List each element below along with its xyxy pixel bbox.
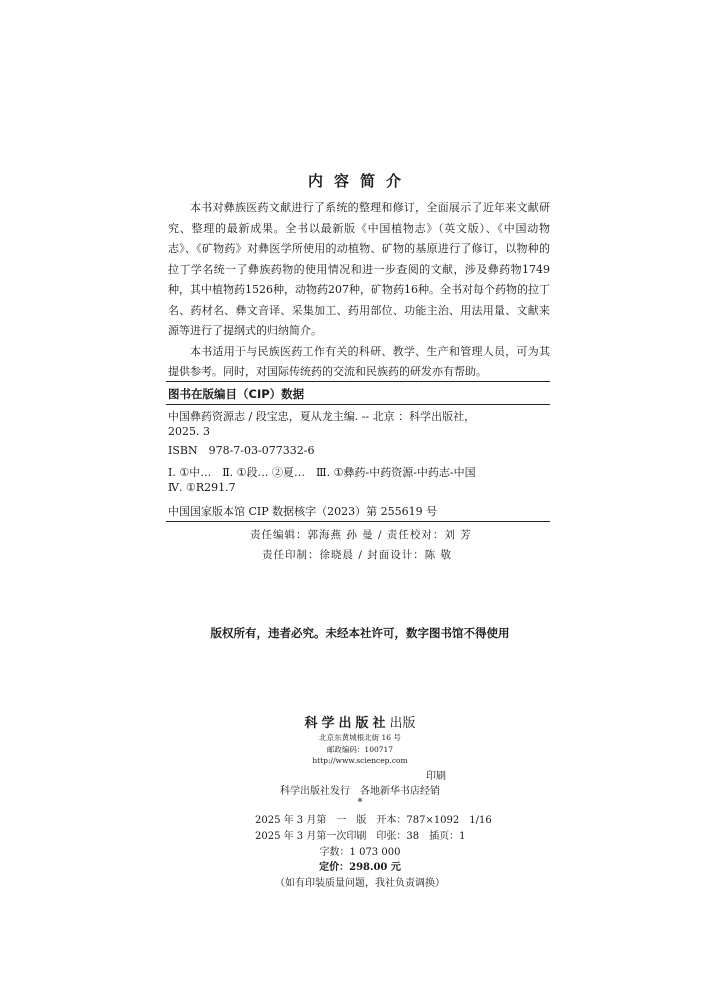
publisher-address: 北京东黄城根北街 16 号 (319, 733, 401, 742)
credits-production: 责任印制：徐晓晨 / 封面设计：陈 敬 (262, 549, 453, 561)
cip-date-line: 2025. 3 (168, 425, 210, 438)
publisher-postcode: 邮政编码：100717 (326, 745, 394, 754)
cip-isbn: ISBN 978-7-03-077332-6 (168, 444, 315, 457)
printing-line: 2025 年 3 月第一次印刷 印张：38 插页：1 (255, 831, 466, 842)
summary-body (168, 198, 550, 383)
cip-classification-2: Ⅳ. ①R291.7 (168, 481, 236, 494)
publisher-line (0, 712, 720, 731)
separator-star: * (357, 797, 363, 808)
publisher-suffix: 出版 (389, 716, 416, 731)
summary-paragraph-1: 本书对彝族医药文献进行了系统的整理和修订，全面展示了近年来文献研究、整理的最新成果。全书以最新版《中国植物志》（英文版）、《中国动物志》、《矿物药》对彝医学所使用的动植物、矿物的基原进行了修订，以物种的拉丁学名统一了彝族药物的使用情况和进一步查阅的文献，涉及彝药物1749种，其中植物药1526种，动物药207种，矿物药16种。全书对每个药物的拉丁名、药材名、彝文音译、采集加工、药用部位、功能主治、用法用量、文献来源等进行了提纲式的归纳简介。 (168, 201, 550, 337)
cip-classification-1: Ⅰ. ①中… Ⅱ. ①段… ②夏… Ⅲ. ①彝药-中药资源-中药志-中国 (168, 466, 476, 479)
cip-verification: 中国国家版本馆 CIP 数据核字（2023）第 255619 号 (168, 505, 438, 518)
copyright-notice: 版权所有，违者必究。未经本社许可，数字图书馆不得使用 (210, 626, 510, 640)
word-count: 字数：1 073 000 (319, 847, 401, 858)
cip-title-rule (166, 404, 550, 405)
quality-note: （如有印装质量问题，我社负责调换） (275, 878, 445, 889)
distribution-line: 科学出版社发行 各地新华书店经销 (280, 786, 440, 797)
publisher-website: http://www.sciencep.com (312, 756, 408, 765)
cip-top-rule (166, 381, 550, 382)
publisher-name: 科学出版社 (304, 716, 390, 731)
summary-paragraph-2: 本书适用于与民族医药工作有关的科研、教学、生产和管理人员，可为其提供参考。同时，对国际传统药的交流和民族药的研发亦有帮助。 (168, 344, 550, 378)
credits-editors: 责任编辑：郭海燕 孙 曼 / 责任校对：刘 芳 (250, 529, 472, 541)
cip-title: 图书在版编目（CIP）数据 (168, 387, 305, 401)
edition-line: 2025 年 3 月第 一 版 开本：787×1092 1/16 (255, 815, 492, 826)
cip-bottom-rule (166, 521, 550, 522)
page-title: 内容简介 (307, 172, 412, 190)
price: 定价：298.00 元 (319, 862, 401, 873)
cip-entry-line: 中国彝药资源志 / 段宝忠，夏从龙主编. -- 北京 ：科学出版社， (168, 410, 476, 423)
printer-line: 印刷 (426, 771, 446, 782)
